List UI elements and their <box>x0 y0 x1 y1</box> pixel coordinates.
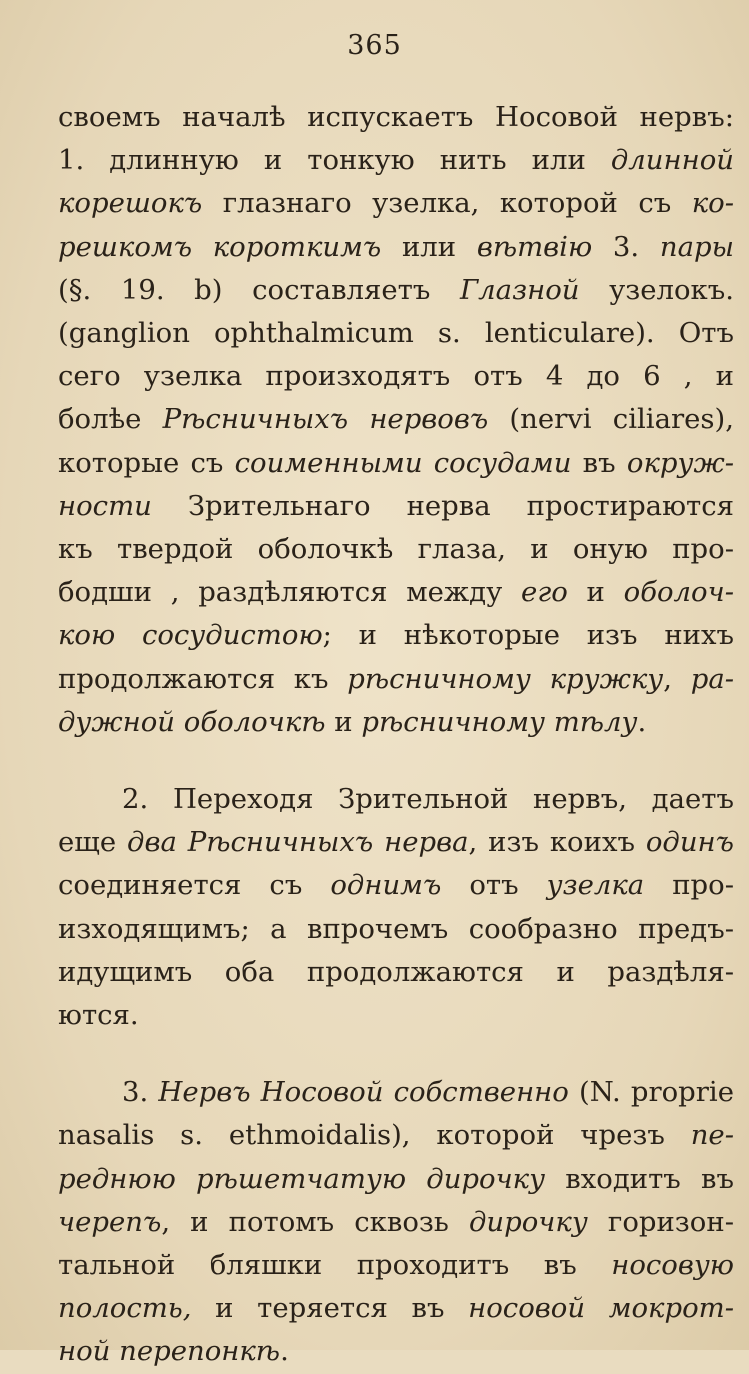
italic-term: решкомъ короткимъ <box>58 230 382 263</box>
text-run: бодши , раздѣляются между <box>58 576 522 609</box>
text-run: 3. <box>122 1076 159 1109</box>
text-run: горизон- <box>587 1205 734 1238</box>
italic-term: оболоч- <box>623 576 734 609</box>
text-line <box>58 1114 734 1157</box>
italic-term: два Рѣсничныхъ нерва <box>127 826 469 859</box>
italic-term: длинной <box>610 144 734 177</box>
text-run: идущимъ оба продолжаются и раздѣля- <box>58 955 734 988</box>
italic-term: реднюю рѣшетчатую дирочку <box>58 1162 546 1195</box>
text-line <box>58 355 734 398</box>
text-run: . <box>637 705 647 738</box>
text-line <box>58 96 734 139</box>
text-line <box>58 614 734 657</box>
text-line <box>58 1158 734 1201</box>
italic-term: одинъ <box>645 826 734 859</box>
text-run: тальной бляшки проходитъ въ <box>58 1249 612 1282</box>
paragraph-gap <box>58 744 734 778</box>
italic-term: пары <box>659 230 734 263</box>
page-number: 365 <box>347 30 402 61</box>
text-run: (§. 19. b) составляетъ <box>58 273 460 306</box>
italic-term: вѣтвію <box>476 230 593 263</box>
italic-term: рѣсничному кружку <box>347 662 664 695</box>
text-run: . <box>280 1335 289 1368</box>
text-line <box>58 398 734 441</box>
text-run: (nervi ciliares), <box>488 403 734 436</box>
text-line <box>58 485 734 528</box>
text-run: продолжаются къ <box>58 662 348 695</box>
italic-term: Нервъ Носовой собственно <box>158 1076 569 1109</box>
text-line <box>58 571 734 614</box>
text-line <box>58 951 734 994</box>
text-run: или <box>381 230 477 263</box>
body-text <box>58 96 734 1374</box>
text-run: которые съ <box>58 446 235 479</box>
italic-term: кою сосудистою <box>58 619 323 652</box>
paragraph-1 <box>58 96 734 744</box>
text-line <box>58 312 734 355</box>
text-run: и теряется въ <box>191 1292 469 1325</box>
italic-term: окруж- <box>626 446 734 479</box>
text-line <box>58 1287 734 1330</box>
italic-term: его <box>521 576 568 609</box>
text-line <box>58 1201 734 1244</box>
paragraph-3 <box>58 1071 734 1373</box>
text-line <box>58 528 734 571</box>
text-run: nasalis s. ethmoidalis), которой чрезъ <box>58 1119 691 1152</box>
italic-term: полость, <box>58 1292 192 1325</box>
text-line <box>58 182 734 225</box>
text-line <box>58 269 734 312</box>
text-run: соединяется съ <box>58 869 331 902</box>
italic-term: корешокъ <box>58 187 203 220</box>
text-run: и <box>567 576 624 609</box>
text-run: къ твердой оболочкѣ глаза, и оную про- <box>58 533 734 566</box>
text-run: Зрительнаго нерва простираются <box>151 489 734 522</box>
italic-term: ра- <box>690 662 734 695</box>
text-run: входитъ въ <box>545 1162 734 1195</box>
text-line <box>58 821 734 864</box>
text-run: , изъ коихъ <box>468 826 646 859</box>
text-run: въ <box>571 446 627 479</box>
text-run: ются. <box>58 999 139 1032</box>
paragraph-gap <box>58 1037 734 1071</box>
text-line <box>58 701 734 744</box>
italic-term: черепъ <box>58 1205 162 1238</box>
text-line <box>58 139 734 182</box>
italic-term: пе- <box>690 1119 734 1152</box>
text-run: ; и нѣкоторые изъ нихъ <box>322 619 734 652</box>
text-line <box>58 1071 734 1114</box>
italic-term: рѣсничному тѣлу <box>361 705 638 738</box>
text-run: 2. Переходя Зрительной нервъ, даетъ <box>122 783 734 816</box>
text-line <box>58 778 734 821</box>
text-line <box>58 864 734 907</box>
italic-term: однимъ <box>330 869 442 902</box>
text-line <box>58 442 734 485</box>
italic-term: Рѣсничныхъ нервовъ <box>162 403 489 436</box>
text-run: , <box>663 662 691 695</box>
text-run: 3. <box>592 230 660 263</box>
text-run: глазнаго узелка, которой съ <box>202 187 692 220</box>
text-run: еще <box>58 826 128 859</box>
text-run: отъ <box>441 869 547 902</box>
text-line <box>58 994 734 1037</box>
text-run: и <box>325 705 362 738</box>
text-line <box>58 1330 734 1373</box>
italic-term: носовую <box>611 1249 734 1282</box>
italic-term: носовой мокрот- <box>468 1292 734 1325</box>
text-line <box>58 1244 734 1287</box>
text-run: узелокъ. <box>579 273 734 306</box>
text-run: (N. proprie <box>568 1076 734 1109</box>
text-run: (ganglion ophthalmicum s. lenticulare). Отъ <box>58 317 734 350</box>
italic-term: ко- <box>691 187 734 220</box>
italic-term: ности <box>58 489 152 522</box>
paragraph-2 <box>58 778 734 1037</box>
italic-term: узелка <box>546 869 645 902</box>
text-line <box>58 658 734 701</box>
italic-term: ной перепонкѣ <box>58 1335 281 1368</box>
italic-term: Глазной <box>459 273 580 306</box>
text-run: 1. длинную и тонкую нить или <box>58 144 611 177</box>
italic-term: дирочку <box>469 1205 588 1238</box>
text-run: про- <box>644 869 734 902</box>
text-line <box>58 908 734 951</box>
text-run: изходящимъ; а впрочемъ сообразно предъ- <box>58 912 734 945</box>
text-run: сего узелка произходятъ отъ 4 до 6 , и <box>58 360 734 393</box>
text-run: болѣе <box>58 403 163 436</box>
italic-term: соименными сосудами <box>234 446 572 479</box>
italic-term: дужной оболочкѣ <box>58 705 326 738</box>
text-run: , и потомъ сквозь <box>161 1205 469 1238</box>
text-line <box>58 226 734 269</box>
text-run: своемъ началѣ испускаетъ Носовой нервъ: <box>58 101 734 133</box>
